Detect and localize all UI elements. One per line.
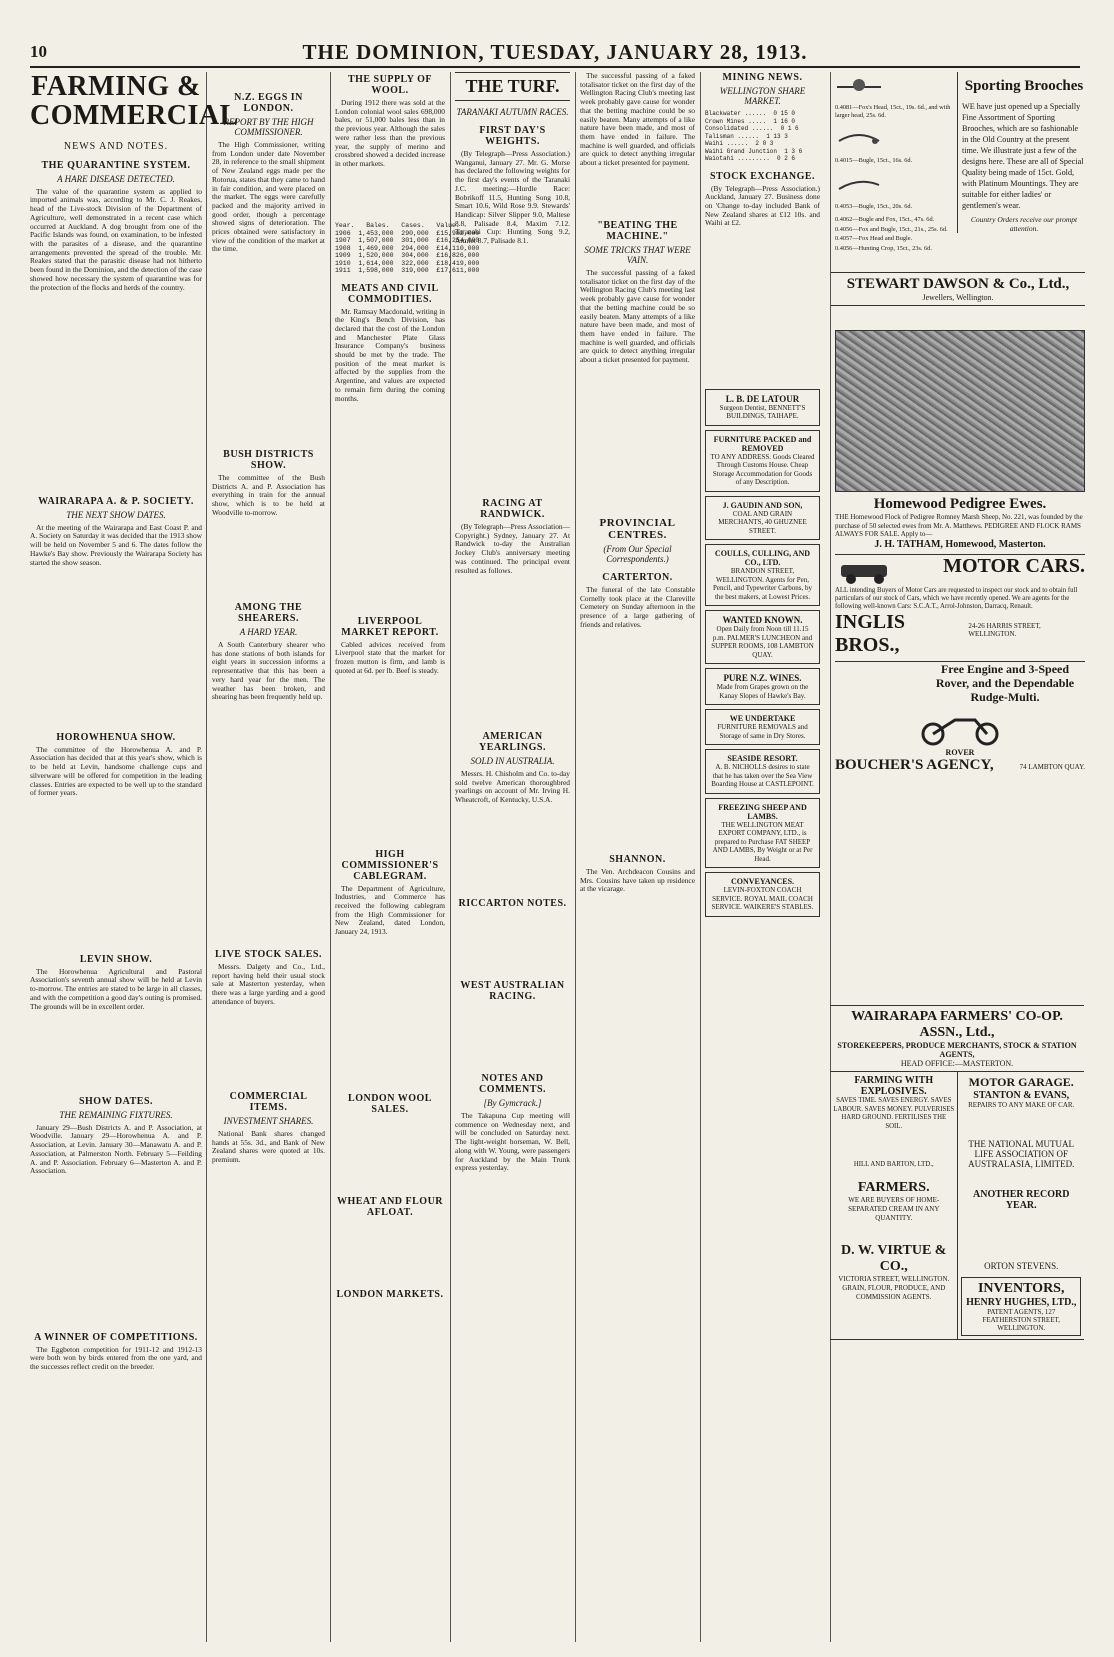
- wool-table: [335, 222, 480, 275]
- page-header: [30, 40, 1080, 68]
- bugle-brooch-icon: [835, 171, 883, 201]
- column-rule: [450, 72, 451, 1642]
- article-text: The funeral of the late Constable Cornelly took place at the Clareville Cemetery on Sunday afternoon in the presence of a large gathering of friends and relatives.: [580, 585, 695, 629]
- motor-car-icon: [835, 555, 895, 587]
- ad-text: WE have just opened up a Specially Fine Assortment of Sporting Brooches, which are so fashionable in the Old Country at the present time. We illustrate just a few of the designs here. These are all of Special Quality being made of 15ct. Gold, with Platinum Mountings. They are suitable for either ladies' or gentlemen's wear.: [962, 102, 1084, 210]
- ad-title: FARMERS.: [857, 1179, 930, 1195]
- share-row: Blackwater ...... 0 15 0: [705, 110, 796, 117]
- article-text: The committee of the Horowhenua A. and P. Association has decided that at this year's show, which is to be held at Levin, handsome challenge cups and silverware will be offered for competition in the leading classes. Entries are expected to be well up to the standard of former years.: [30, 744, 202, 798]
- article-body: [455, 1005, 570, 1065]
- article-text: Messrs. Dalgety and Co., Ltd., report having held their usual stock sale at Masterton yesterday, when there was a large yarding and a good attendance of buyers.: [212, 962, 325, 1006]
- article-headline: STOCK EXCHANGE.: [709, 170, 816, 182]
- ad-text: SAVES TIME. SAVES ENERGY. SAVES LABOUR. SAVES MONEY. PULVERISES HARD GROUND. FERTILISES THE SOIL.: [833, 1097, 955, 1130]
- ad-title: L. B. DE LATOUR: [725, 393, 800, 404]
- ad-text: Open Daily from Noon till 11.15 p.m. PALMER'S LUNCHEON and SUPPER ROOMS, 108 LAMBTON QUAY.: [711, 625, 814, 659]
- article-subhead: THE REMAINING FIXTURES.: [59, 1109, 173, 1120]
- article-headline: AMERICAN YEARLINGS.: [479, 731, 546, 753]
- article-body: [30, 1346, 202, 1466]
- article-text: The High Commissioner, writing from London under date November 28, in reference to the small shipment of New Zealand eggs made per the Rotorua, states that they came to hand in fair condition, and were placed on the market. The eggs were carefully packed and the majority arrived in good order, though a percentage showed signs of deterioration. The prices obtained were satisfactory in view of the condition of the market at the time.: [212, 140, 325, 254]
- article-text: Mr. Ramsay Macdonald, writing in the King's Bench Division, has declared that the cost of the London and Manchester Plate Glass Insurance Company's business should be met by the trade. The position of the meat market is affected by the supplies from the Argentine, and values are expected to remain firm during the coming months.: [335, 306, 445, 403]
- table-row: 1909 1,520,000 304,000 £16,826,000: [335, 252, 480, 259]
- eggs-column: [212, 72, 325, 1642]
- article-headline: FIRST DAY'S WEIGHTS.: [479, 125, 546, 147]
- ad-title: WE UNDERTAKE: [729, 714, 796, 723]
- ad-title: J. GAUDIN AND SON,: [722, 500, 803, 510]
- ad-title: WAIRARAPA FARMERS' CO-OP. ASSN., Ltd.,: [851, 1009, 1063, 1040]
- ad-product: ROVER: [945, 747, 975, 757]
- brooch-item: [835, 125, 953, 155]
- section-subtitle: NEWS AND NOTES.: [63, 140, 169, 152]
- article-body: [335, 1118, 445, 1188]
- article-text: A South Canterbury shearer who has done stations of both islands for eight years in succession informs a representative that this has been a very hard year for the men. The weather has been broken, and shearing has been frequently held up.: [212, 640, 325, 702]
- article-headline: AMONG THE SHEARERS.: [234, 602, 303, 624]
- brooch-caption: 0.4062—Bugle and Fox, 15ct., 47s. 6d.: [835, 216, 935, 223]
- brooches-ad: [831, 72, 1085, 273]
- article-headline: WEST AUSTRALIAN RACING.: [460, 980, 565, 1002]
- article-text: The successful passing of a faked totalisator ticket on the first day of the Wellington Racing Club's meeting last week probably gave cause for wonder that the betting machine could be so easily beaten. Many attempts of a like nature have been made, and most of them have ended in failure. The machine is well guarded, and officials are quick to detect anything irregular about a ticket presented for payment.: [580, 268, 695, 365]
- article-text: The successful passing of a faked totalisator ticket on the first day of the Wellington Racing Club's meeting last week probably gave cause for wonder that the betting machine could be so easily beaten. Many attempts of a like nature have been made, and most of them have ended in failure. The machine is well guarded, and officials are quick to detect anything irregular about a ticket presented for payment.: [580, 71, 695, 168]
- article-headline: "BEATING THE MACHINE.": [597, 220, 678, 242]
- article-text: The Horowhenua Agricultural and Pastoral Association's seventh annual show will be held at Levin to-morrow. The entries are stated to be large in all classes, and with the competition a good day's outing is promised. The grounds will be in excellent order.: [30, 966, 202, 1011]
- farming-column: [30, 71, 239, 1642]
- article-headline: LIVERPOOL MARKET REPORT.: [341, 615, 439, 638]
- wfca-ad: [830, 1005, 1084, 1072]
- article-text: (By Telegraph—Press Association.) Auckland, January 27. Business done on 'Change to-day included Bank of New Zealand shares at £12 10s. and Waihi at £2.: [705, 183, 820, 228]
- article-text: Cabled advices received from Liverpool state that the market for frozen mutton is firm, and lamb is quoted at 6d. per lb. Beef is steady.: [335, 639, 445, 675]
- share-row: Waihi ...... 2 0 3: [705, 140, 774, 147]
- table-row: 1911 1,598,000 319,000 £17,611,000: [335, 267, 480, 274]
- article-text: Messrs. H. Chisholm and Co. to-day sold twelve American thoroughbred yearlings on account of Mr. Irving H. Wheatcroft, of Kentucky, U.S.A.: [455, 769, 570, 805]
- brooch-caption: 0.4015—Bugle, 15ct., 16s. 6d.: [835, 157, 913, 164]
- article-body: [335, 308, 445, 608]
- ad-title: MOTOR CARS.: [943, 554, 1085, 577]
- article-subhead: (From Our Special Correspondents.): [603, 544, 672, 564]
- article-body: [580, 269, 695, 509]
- ad-text: WE ARE BUYERS OF HOME-SEPARATED CREAM IN ANY QUANTITY.: [848, 1195, 940, 1222]
- share-row: Consolidated ...... 0 1 6: [705, 125, 799, 132]
- article-body: [212, 641, 325, 941]
- ad-text: PATENT AGENTS, 127 FEATHERSTON STREET, WELLINGTON.: [982, 1308, 1060, 1332]
- article-text: The Department of Agriculture, Industries, and Commerce has received the following cablegram from the High Commissioner for New Zealand, dated London, January 24, 1913.: [335, 883, 445, 937]
- article-headline: CARTERTON.: [602, 572, 673, 583]
- ad-text: LEVIN-FOXTON COACH SERVICE. ROYAL MAIL COACH SERVICE. WAIKERE'S STABLES.: [711, 886, 814, 911]
- table-row: 1907 1,507,000 301,000 £16,254,000: [335, 237, 480, 244]
- article-text: National Bank shares changed hands at 55s. 3d., and Bank of New Zealand shares were quoted at 10s. premium.: [212, 1129, 325, 1165]
- article-body: [212, 141, 325, 441]
- ad-headline: ANOTHER RECORD YEAR.: [973, 1189, 1070, 1211]
- article-text: During 1912 there was sold at the London colonial wool sales 698,000 bales, or 51,000 bales less than in the previous year. Although the sales were rather less than the previous year, the supply of merino and crossbred showed a decided increase in other markets.: [335, 98, 445, 168]
- article-body: [580, 72, 695, 212]
- ad-title: CONVEYANCES.: [730, 877, 795, 886]
- article-headline: RICCARTON NOTES.: [458, 898, 567, 909]
- ad-text: VICTORIA STREET, WELLINGTON. GRAIN, FLOUR, PRODUCE, AND COMMISSION AGENTS.: [838, 1274, 950, 1301]
- share-list: [705, 110, 820, 163]
- fox-head-brooch-icon: [835, 72, 883, 102]
- brooch-item: [835, 72, 953, 102]
- share-row: Waiotahi ......... 0 2 6: [705, 155, 796, 162]
- article-headline: COMMERCIAL ITEMS.: [229, 1091, 308, 1113]
- article-headline: WAIRARAPA A. & P. SOCIETY.: [38, 495, 194, 507]
- article-headline: THE SUPPLY OF WOOL.: [347, 74, 433, 96]
- article-byline: [By Gymcrack.]: [483, 1098, 542, 1108]
- column-rule: [330, 72, 331, 1642]
- table-row: 1908 1,469,000 294,000 £14,110,000: [335, 244, 480, 252]
- article-body: [212, 963, 325, 1083]
- article-subhead: TARANAKI AUTUMN RACES.: [456, 107, 569, 117]
- ad-subtitle: STOREKEEPERS, PRODUCE MERCHANTS, STOCK & STATION AGENTS,: [837, 1041, 1077, 1059]
- article-text: January 29—Bush Districts A. and P. Association, at Woodville. January 29—Horowhenua A. and P. Association, at Levin. January 30—Manawatu A. and P. Association, at Palmerston North. February 5—Feilding A. and P. Association. February 6—Masterton A. and P. Association.: [30, 1122, 202, 1176]
- brooch-list: [835, 72, 953, 254]
- brooch-caption: 0.4056—Hunting Crop, 15ct., 23s. 6d.: [835, 244, 932, 252]
- ad-title: STEWART DAWSON & Co., Ltd.,: [846, 276, 1070, 292]
- ad-text: REPAIRS TO ANY MAKE OF CAR.: [968, 1101, 1075, 1109]
- article-text: (By Telegraph—Press Association.) Wanganui, January 27. Mr. G. Morse has declared the following weights for the first day's events of the Taranaki J.C. meeting:—Hurdle Race: Bobrikoff 11.5, Hunting Song 10.8, Smart 10.6, Wild Rose 9.9. Stewards' Handicap: Silver Slipper 9.0, Maltese 8.8, Palisade 8.4, Maxim 7.12. Taranaki Cup: Hunting Song 9.2, Armlet 8.7, Palisade 8.1.: [455, 149, 570, 246]
- motor-cars-ad: [835, 554, 1085, 657]
- ad-title: INVENTORS,: [977, 1281, 1065, 1296]
- bottom-right-ads: [830, 1005, 1084, 1640]
- article-headline: RACING AT RANDWICK.: [480, 498, 545, 520]
- share-row: Waihi Grand Junction 1 3 6: [705, 147, 803, 155]
- article-body: [212, 474, 325, 594]
- ad-title: THE NATIONAL MUTUAL LIFE ASSOCIATION OF AUSTRALASIA, LIMITED.: [968, 1139, 1075, 1169]
- article-subhead: WELLINGTON SHARE MARKET.: [719, 86, 806, 106]
- rover-ad: [835, 661, 1085, 774]
- article-subhead: A HARD YEAR.: [239, 627, 298, 637]
- left-ads: [830, 1072, 958, 1339]
- ad-company: STANTON & EVANS,: [973, 1090, 1070, 1101]
- article-text: At the meeting of the Wairarapa and East Coast P. and A. Society on Saturday it was decided that the 1913 show will be held on November 5 and 6. The dates follow the Hawke's Bay show. Previously the Wairarapa Society has started the show season.: [30, 522, 202, 567]
- motorcycle-icon: [915, 706, 1005, 746]
- article-body: [30, 968, 202, 1088]
- article-headline: N.Z. EGGS IN LONDON.: [234, 92, 303, 114]
- turf-column: [455, 72, 570, 1642]
- ad-text: Made from Grapes grown on the Kanay Slopes of Hawke's Bay.: [716, 683, 809, 700]
- article-subhead: REPORT BY THE HIGH COMMISSIONER.: [223, 117, 314, 137]
- article-subhead: A HARE DISEASE DETECTED.: [57, 173, 175, 184]
- ad-text: A. B. NICHOLLS desires to state that he has taken over the Sea View Boarding House at CASTLEPOINT.: [711, 763, 814, 788]
- turf-title: THE TURF.: [455, 72, 570, 101]
- column-rule: [700, 72, 701, 1642]
- brooch-caption: 0.4057—Fox Head and Bugle.: [835, 235, 913, 242]
- article-body: [455, 523, 570, 723]
- ad-text: ALL intending Buyers of Motor Cars are requested to inspect our stock and to obtain full particulars of our stock of Cars, which we have recently opened. We are agents for the following well-known Cars: S.C.A.T., Arrol-Johnston, Darracq, Renault.: [835, 586, 1078, 610]
- article-headline: MINING NEWS.: [722, 72, 803, 83]
- ad-company: INGLIS BROS.,: [835, 610, 906, 656]
- article-subhead: SOME TRICKS THAT WERE VAIN.: [584, 245, 691, 265]
- ad-subtitle: Jewellers, Wellington.: [922, 293, 994, 302]
- article-headline: THE QUARANTINE SYSTEM.: [41, 159, 191, 171]
- share-row: Talisman ...... 1 13 3: [705, 132, 788, 140]
- ad-title: MOTOR GARAGE.: [968, 1075, 1074, 1089]
- ad-text: Surgeon Dentist, BENNETT'S BUILDINGS, TAIHAPE.: [719, 403, 806, 420]
- ad-text: THE Homewood Flock of Pedigree Romney Marsh Sheep, No. 221, was founded by the purchase of 50 selected ewes from Mr. A. Matthews. PEDIGREE AND FLOCK RAMS ALWAYS FOR SALE. Apply to—: [835, 513, 1083, 538]
- article-subhead: INVESTMENT SHARES.: [223, 1116, 314, 1126]
- sheep-illustration: [835, 330, 1085, 492]
- article-headline: WHEAT AND FLOUR AFLOAT.: [336, 1195, 444, 1218]
- ad-office: HEAD OFFICE:—MASTERTON.: [900, 1059, 1014, 1068]
- ewes-ad: [835, 496, 1085, 550]
- article-text: The committee of the Bush Districts A. and P. Association has everything in train for the annual show, which is to be held at Woodville to-morrow.: [212, 473, 325, 517]
- article-headline: LIVE STOCK SALES.: [215, 949, 322, 960]
- article-headline: HIGH COMMISSIONER'S CABLEGRAM.: [341, 848, 439, 882]
- article-body: [335, 99, 445, 219]
- ad-title: SEASIDE RESORT.: [727, 754, 798, 763]
- article-headline: NOTES AND COMMENTS.: [479, 1073, 546, 1095]
- article-body: [335, 641, 445, 841]
- inventors-ad: [961, 1277, 1081, 1336]
- article-body: [580, 868, 695, 1068]
- article-headline: LONDON MARKETS.: [336, 1288, 444, 1300]
- brooch-caption: 0.4056—Fox and Bugle, 15ct., 21s., 25s. 6d.: [835, 225, 948, 233]
- article-headline: BUSH DISTRICTS SHOW.: [223, 449, 314, 471]
- ad-title: FARMING WITH EXPLOSIVES.: [854, 1075, 934, 1097]
- table-row: 1906 1,453,000 290,000 £15,982,000: [335, 229, 480, 237]
- ad-note: Country Orders receive our prompt attention.: [970, 215, 1078, 233]
- wool-column: [335, 72, 480, 1642]
- brooch-copy: [957, 72, 1086, 233]
- ad-title: FREEZING SHEEP AND LAMBS.: [718, 802, 807, 821]
- ad-address: 24-26 HARRIS STREET, WELLINGTON.: [968, 621, 1041, 638]
- ad-signature: ORTON STEVENS.: [984, 1261, 1059, 1271]
- masthead: THE DOMINION, TUESDAY, JANUARY 28, 1913.: [302, 40, 808, 64]
- article-body: [455, 150, 570, 490]
- ads-split: [830, 1072, 1084, 1340]
- article-body: [455, 770, 570, 890]
- article-headline: LONDON WOOL SALES.: [348, 1092, 432, 1115]
- ad-title: D. W. VIRTUE & CO.,: [841, 1242, 947, 1274]
- bugle-brooch-icon: [835, 125, 883, 155]
- ad-title: Sporting Brooches: [964, 78, 1084, 94]
- article-body: [212, 1130, 325, 1250]
- article-body: [580, 586, 695, 846]
- article-subhead: THE NEXT SHOW DATES.: [66, 509, 166, 520]
- article-headline: PROVINCIAL CENTRES.: [599, 517, 676, 541]
- ad-contact: J. H. TATHAM, Homewood, Masterton.: [874, 538, 1046, 550]
- table-header: Year. Bales. Cases. Value.: [335, 222, 460, 229]
- ad-company: HILL AND BARTON, LTD.,: [853, 1161, 934, 1168]
- article-text: The value of the quarantine system as applied to imported animals was, according to Mr. C. J. Reakes, head of the Live-stock Division of the Department of Agriculture, well demonstrated in a recent case which occurred at Auckland. A dog brought from one of the Pacific Islands was found, on examination, to be infested with the parasites of a disease, and the quarantine arrangements prevented the spread of the trouble. Mr. Reakes stated that the parasitic disease had not hitherto been found in the Dominion, and the detection of the case showed how necessary the system of quarantine was for the protection of the flocks and herds of the country.: [30, 186, 202, 292]
- section-title: FARMING & COMMERCIAL: [30, 71, 239, 132]
- table-row: 1910 1,614,000 322,000 £18,419,000: [335, 259, 480, 267]
- ad-title: FURNITURE PACKED and REMOVED: [713, 434, 812, 453]
- ad-text: BRANDON STREET, WELLINGTON. Agents for Pen, Pencil, and Typewriter Carbons, by the best makers, at Lowest Prices.: [713, 567, 812, 601]
- stewart-dawson-ad: [831, 273, 1085, 306]
- article-subhead: SOLD IN AUSTRALIA.: [470, 756, 555, 766]
- brooch-caption: 0.4053—Bugle, 15ct., 20s. 6d.: [835, 202, 913, 210]
- column-rule: [206, 72, 207, 1642]
- article-headline: LEVIN SHOW.: [79, 953, 153, 965]
- ad-text: FURNITURE REMOVALS and Storage of same in Dry Stores.: [717, 723, 808, 740]
- article-text: The Eggbeton competition for 1911-12 and 1912-13 were both won by birds entered from the one yard, and the successes reflect credit on the breeder.: [30, 1344, 202, 1372]
- article-headline: A WINNER OF COMPETITIONS.: [34, 1331, 198, 1343]
- article-headline: SHANNON.: [609, 854, 666, 865]
- ad-title: WANTED KNOWN.: [722, 615, 803, 625]
- article-body: [335, 885, 445, 1085]
- ad-company: BOUCHER'S AGENCY,: [835, 756, 994, 773]
- ad-company: HENRY HUGHES, LTD.,: [966, 1297, 1077, 1308]
- ad-title: Homewood Pedigree Ewes.: [873, 496, 1047, 512]
- ad-title: Free Engine and 3-Speed Rover, and the Dependable Rudge-Multi.: [935, 661, 1075, 704]
- article-text: The Ven. Archdeacon Cousins and Mrs. Cousins have taken up residence at the vicarage.: [580, 867, 695, 894]
- right-ads: [958, 1072, 1084, 1339]
- article-text: The Takapuna Cup meeting will commence on Wednesday next, and will be concluded on Saturday next. The light-weight horseman, W. Bell, along with W. Young, were passengers for Auckland by the Main Trunk express yesterday.: [455, 1111, 570, 1173]
- mining-column: [580, 72, 695, 1642]
- article-headline: HOROWHENUA SHOW.: [56, 731, 176, 743]
- ad-title: PURE N.Z. WINES.: [723, 673, 802, 683]
- article-body: [30, 188, 202, 488]
- article-text: (By Telegraph—Press Association—Copyright.) Sydney, January 27. At Randwick to-day the Australian Jockey Club's anniversary meeting was continued. The principal event resulted as follows.: [455, 522, 570, 575]
- article-body: [455, 1112, 570, 1312]
- article-body: [455, 912, 570, 972]
- article-headline: MEATS AND CIVIL COMMODITIES.: [341, 282, 439, 305]
- article-body: [30, 746, 202, 946]
- article-body: [30, 1124, 202, 1324]
- article-body: [30, 524, 202, 724]
- brooch-item: [835, 171, 953, 201]
- brooch-caption: 0.4081—Fox's Head, 15ct., 19s. 6d., and with larger head, 25s. 6d.: [835, 104, 951, 119]
- share-row: Crown Mines ..... 1 16 0: [705, 117, 796, 125]
- ad-text: THE WELLINGTON MEAT EXPORT COMPANY, LTD., is prepared to Purchase FAT SHEEP AND LAMBS, By Weight or at Per Head.: [712, 820, 813, 863]
- ad-text: TO ANY ADDRESS. Goods Cleared Through Customs House. Cheap Storage Accommodation for Goods of any Description.: [710, 452, 815, 486]
- page-number: 10: [30, 42, 47, 61]
- article-body: [335, 1221, 445, 1281]
- ad-title: COULLS, CULLING, AND CO., LTD.: [714, 549, 811, 567]
- article-headline: SHOW DATES.: [78, 1095, 154, 1107]
- ad-address: 74 LAMBTON QUAY.: [1019, 762, 1085, 771]
- ad-text: COAL AND GRAIN MERCHANTS, 40 GHUZNEE STREET.: [718, 509, 807, 535]
- column-rule: [575, 72, 576, 1642]
